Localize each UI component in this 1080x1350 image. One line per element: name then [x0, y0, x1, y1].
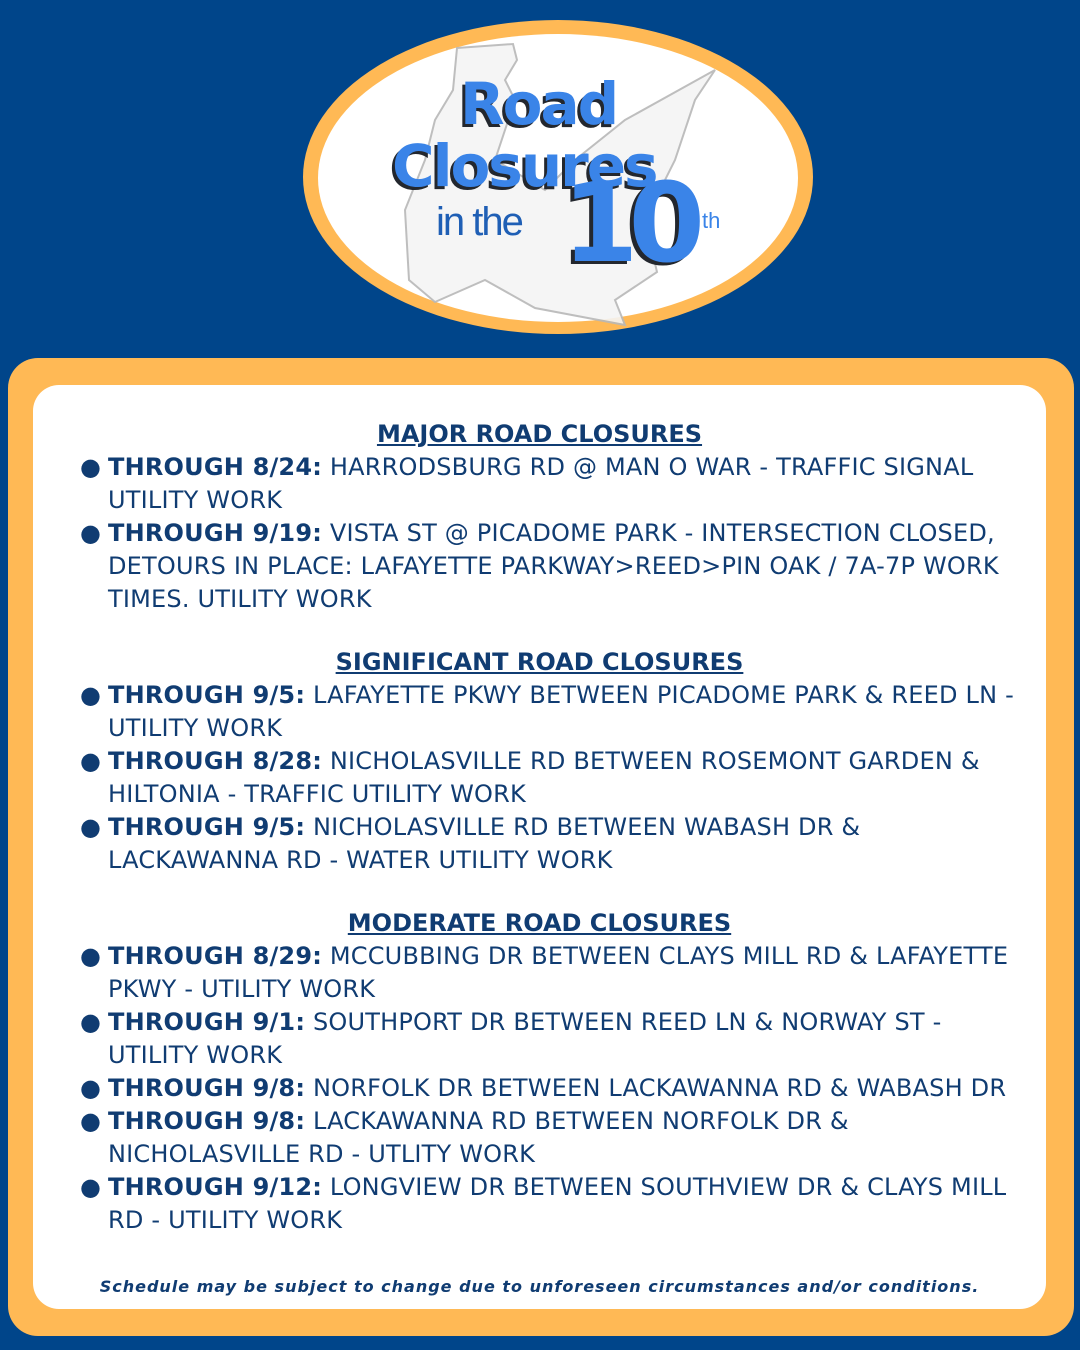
list-item: [80, 517, 1036, 616]
list-item: [80, 1006, 1036, 1072]
bullet-icon: ●: [80, 942, 102, 970]
closure-date: THROUGH 9/19:: [108, 519, 323, 547]
closure-text: VISTA ST @ PICADOME PARK - INTERSECTION CLOSED, DETOURS IN PLACE: LAFAYETTE PARKWAY>REED>PIN OAK / 7A-7P WORK TIMES. UTILITY WORK: [108, 519, 999, 613]
title-suffix: th: [702, 208, 721, 233]
section-major: [33, 418, 1046, 616]
closure-date: THROUGH 8/29:: [108, 942, 323, 970]
closure-date: THROUGH 9/8:: [108, 1107, 306, 1135]
list-item: [80, 811, 1036, 877]
closure-text: HARRODSBURG RD @ MAN O WAR - TRAFFIC SIGNAL UTILITY WORK: [108, 453, 974, 514]
closure-date: THROUGH 9/1:: [108, 1008, 306, 1036]
section-heading: MAJOR ROAD CLOSURES: [376, 420, 703, 448]
bullet-icon: ●: [80, 519, 102, 547]
closure-text: SOUTHPORT DR BETWEEN REED LN & NORWAY ST - UTILITY WORK: [108, 1008, 942, 1069]
title-number: 10: [562, 159, 696, 287]
title-in-the: in the: [436, 200, 522, 244]
list-item: [80, 1171, 1036, 1237]
closure-text: LACKAWANNA RD BETWEEN NORFOLK DR & NICHOLASVILLE RD - UTLITY WORK: [108, 1107, 849, 1168]
bullet-icon: ●: [80, 681, 102, 709]
closure-text: MCCUBBING DR BETWEEN CLAYS MILL RD & LAFAYETTE PKWY - UTILITY WORK: [108, 942, 1009, 1003]
list-item: [80, 451, 1036, 517]
header-banner: [0, 0, 1080, 350]
section-heading: MODERATE ROAD CLOSURES: [347, 909, 732, 937]
list-item: [80, 745, 1036, 811]
disclaimer-note: Schedule may be subject to change due to unforeseen circumstances and/or conditions.: [99, 1277, 980, 1296]
closure-text: LONGVIEW DR BETWEEN SOUTHVIEW DR & CLAYS MILL RD - UTILITY WORK: [108, 1173, 1007, 1234]
bullet-icon: ●: [80, 1074, 102, 1102]
title-line-closures: Closures: [392, 132, 657, 200]
closure-date: THROUGH 8/24:: [108, 453, 323, 481]
bullet-icon: ●: [80, 813, 102, 841]
content-panel: [33, 385, 1046, 1309]
list-item: [80, 940, 1036, 1006]
closure-date: THROUGH 9/12:: [108, 1173, 323, 1201]
closure-text: NICHOLASVILLE RD BETWEEN WABASH DR & LACKAWANNA RD - WATER UTILITY WORK: [108, 813, 861, 874]
bullet-icon: ●: [80, 1008, 102, 1036]
closure-date: THROUGH 9/5:: [108, 681, 306, 709]
closure-text: NORFOLK DR BETWEEN LACKAWANNA RD & WABASH DR: [305, 1074, 1007, 1102]
section-moderate: [33, 907, 1046, 1237]
closure-date: THROUGH 8/28:: [108, 747, 323, 775]
title-group: [330, 60, 790, 310]
closures-list: [33, 418, 1046, 1267]
closure-date: THROUGH 9/8:: [108, 1074, 306, 1102]
title-line-road: Road: [460, 70, 618, 138]
list-item: [80, 1072, 1036, 1105]
list-item: [80, 1105, 1036, 1171]
bullet-icon: ●: [80, 747, 102, 775]
list-item: [80, 679, 1036, 745]
closure-text: NICHOLASVILLE RD BETWEEN ROSEMONT GARDEN & HILTONIA - TRAFFIC UTILITY WORK: [108, 747, 980, 808]
bullet-icon: ●: [80, 453, 102, 481]
bullet-icon: ●: [80, 1173, 102, 1201]
closure-date: THROUGH 9/5:: [108, 813, 306, 841]
section-significant: [33, 646, 1046, 877]
bullet-icon: ●: [80, 1107, 102, 1135]
closure-text: LAFAYETTE PKWY BETWEEN PICADOME PARK & REED LN - UTILITY WORK: [108, 681, 1014, 742]
section-heading: SIGNIFICANT ROAD CLOSURES: [335, 648, 744, 676]
